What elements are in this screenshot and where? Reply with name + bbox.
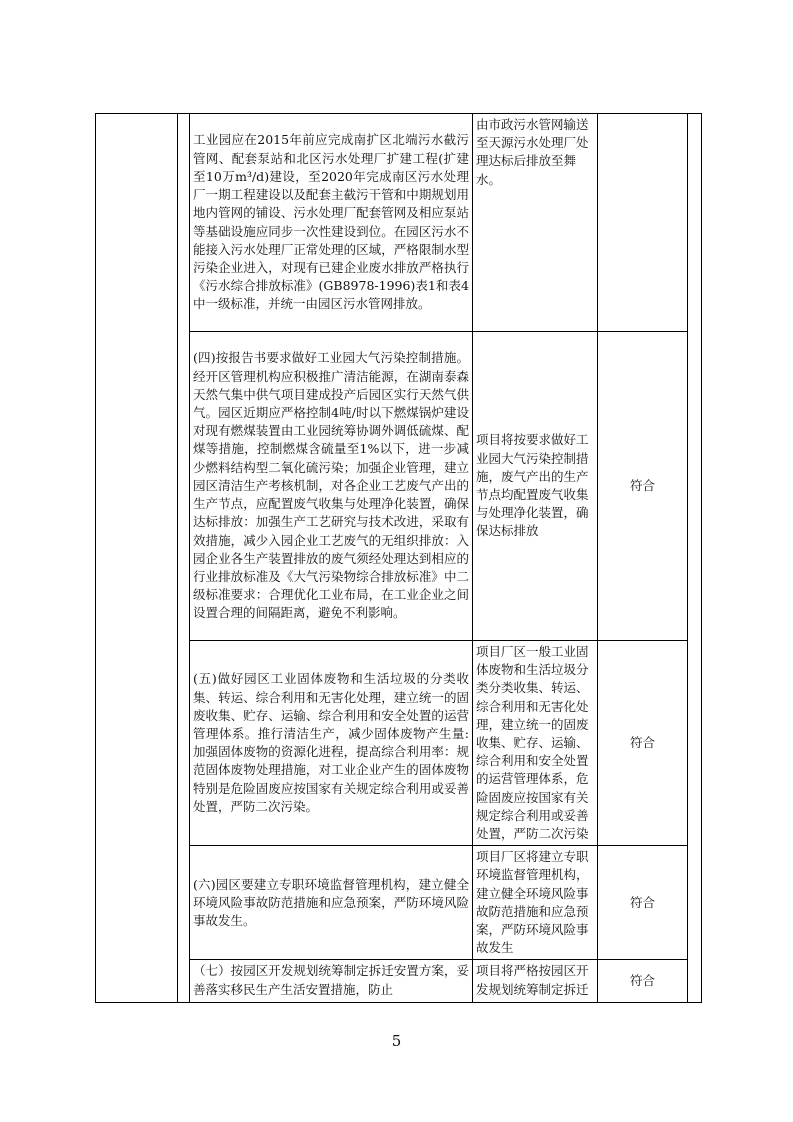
page-number: 5: [391, 1032, 402, 1050]
category-cell: [96, 114, 178, 1003]
requirement-cell: (四)按报告书要求做好工业园大气污染控制措施。经开区管理机构应积极推广清洁能源，在湖南泰森天然气集中供气项目建成投产后园区实行天然气供气。园区近期应严格控制4吨/时以下燃煤锅炉建设对现有燃煤装置由工业园统筹协调外调低硫煤、配煤等措施，控制燃煤含硫量至1%以下，进一步减少燃料结构型二氧化硫污染；加强企业管理，建立园区清洁生产考核机制，对各企业工艺废气产出的生产节点，应配置废气收集与处理净化装置，确保达标排放：加强生产工艺研究与技术改进，采取有效措施，减少入园企业工艺废气的无组织排放：入园企业各生产装置排放的废气须经处理达到相应的行业排放标准及《大气污染物综合排放标准》中二级标准要求：合理优化工业布局，在工业企业之间设置合理的间隔距离，避免不利影响。: [190, 332, 473, 641]
table-row: [96, 114, 702, 332]
requirement-cell: （七）按园区开发规划统筹制定拆迁安置方案，妥善落实移民生产生活安置措施，防止: [190, 960, 473, 1003]
index-cell: [178, 114, 190, 1003]
response-cell: 由市政污水管网输送至天源污水处理厂处理达标后排放至舞水。: [473, 114, 598, 332]
edge-cell: [688, 114, 702, 1003]
conclusion-cell: 符合: [598, 960, 688, 1003]
conclusion-cell: [598, 114, 688, 332]
requirement-cell: 工业园应在2015年前应完成南扩区北端污水截污管网、配套泵站和北区污水处理厂扩建工程(扩建至10万m³/d)建设，至2020年完成南区污水处理厂一期工程建设以及配套主截污干管和中期规划用地内管网的铺设、污水处理厂配套管网及相应泵站等基础设施应同步一次性建设到位。在园区污水不能接入污水处理厂正常处理的区域，严格限制水型污染企业进入，对现有已建企业废水排放严格执行《污水综合排放标准》(GB8978-1996)表1和表4中一级标准，并统一由园区污水管网排放。: [190, 114, 473, 332]
conclusion-cell: 符合: [598, 846, 688, 960]
conclusion-cell: 符合: [598, 641, 688, 846]
response-cell: 项目厂区一般工业固体废物和生活垃圾分类分类收集、转运、综合利用和无害化处理，建立统一的固废收集、贮存、运输、综合利用和安全处置的运营管理体系，危险固废应按国家有关规定综合利用或妥善处置，严防二次污染: [473, 641, 598, 846]
response-cell: 项目将严格按园区开发规划统筹制定拆迁: [473, 960, 598, 1003]
response-cell: 项目厂区将建立专职环境监督管理机构，建立健全环境风险事故防范措施和应急预案，严防环境风险事故发生: [473, 846, 598, 960]
response-cell: 项目将按要求做好工业园大气污染控制措施，废气产出的生产节点均配置废气收集与处理净化装置，确保达标排放: [473, 332, 598, 641]
requirement-cell: (六)园区要建立专职环境监督管理机构，建立健全环境风险事故防范措施和应急预案，严防环境风险事故发生。: [190, 846, 473, 960]
requirement-cell: (五)做好园区工业固体废物和生活垃圾的分类收集、转运、综合利用和无害化处理，建立统一的固废收集、贮存、运输、综合利用和安全处置的运营管理体系。推行清洁生产，减少固体废物产生量:加强固体废物的资源化进程，提高综合利用率：规范固体废物处理措施，对工业企业产生的固体废物特别是危险固废应按国家有关规定综合利用或妥善处置，严防二次污染。: [190, 641, 473, 846]
compliance-table: [95, 113, 702, 1003]
conclusion-cell: 符合: [598, 332, 688, 641]
